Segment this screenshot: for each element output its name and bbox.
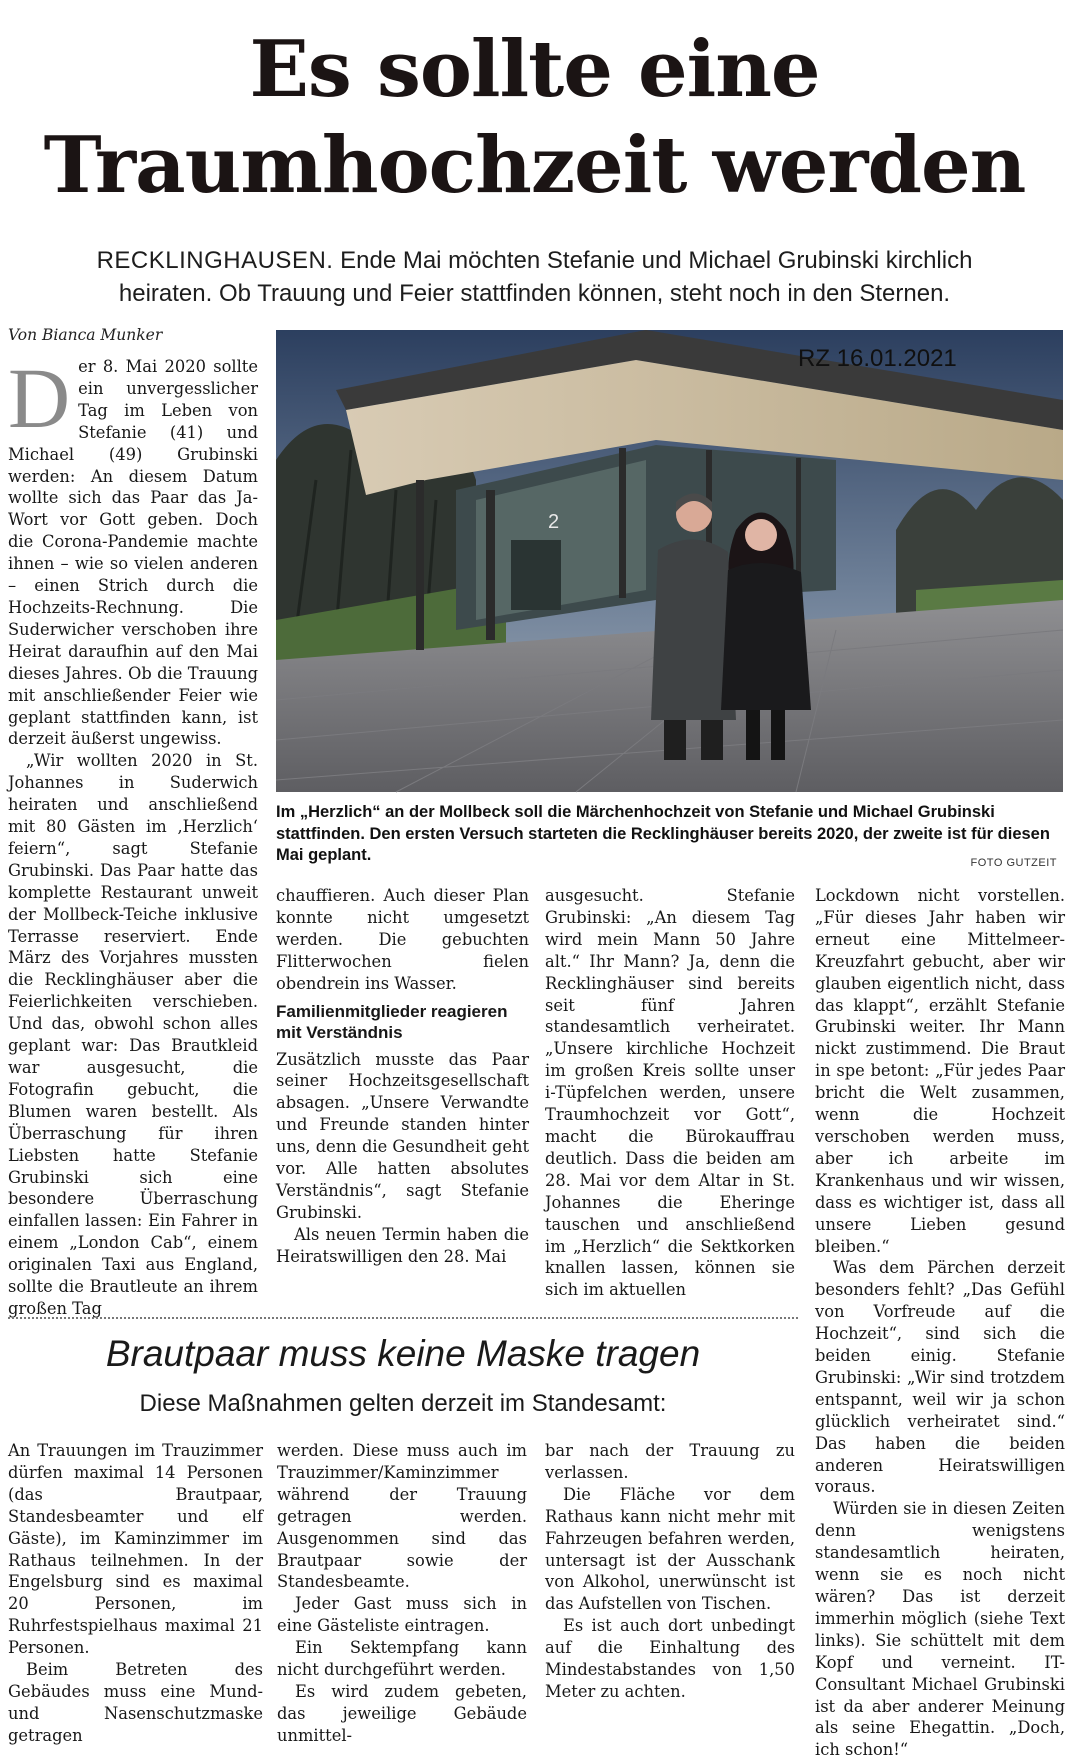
article-column-2	[276, 885, 529, 1285]
article-paragraph-5: Als neuen Termin haben die Heiratswilligen den 28. Mai	[276, 1224, 529, 1266]
photo-date-stamp: RZ 16.01.2021	[798, 345, 957, 372]
box-paragraph-4: Jeder Gast muss sich in eine Gästeliste eintragen.	[277, 1594, 527, 1636]
byline: Von Bianca Munker	[8, 326, 163, 344]
box-column-3	[545, 1440, 795, 1710]
lead	[20, 244, 1049, 310]
section-divider	[8, 1317, 798, 1319]
box-subtitle: Diese Maßnahmen gelten derzeit im Standesamt:	[139, 1390, 667, 1417]
box-paragraph-6: Es wird zudem gebeten, das jeweilige Gebäude unmittel-	[277, 1681, 527, 1745]
lead-line-2: heiraten. Ob Trauung und Feier stattfinden können, steht noch in den Sternen.	[118, 280, 951, 307]
article-paragraph-4: Zusätzlich musste das Paar seiner Hochzeitsgesellschaft absagen. „Unsere Verwandte und Freunde standen hinter uns, denn die Gesundheit geht vor. Alle hatten absolutes Verständnis“, sagt Stefanie Grubinski.	[276, 1049, 529, 1222]
article-paragraph-7: Lockdown nicht vorstellen. „Für dieses Jahr haben wir erneut eine Mittelmeer-Kreuzfahrt gebucht, aber wir glauben eigentlich nicht, dass das klappt“, erzählt Stefanie Grubinski weiter. Ihr Mann nickt zustimmend. Die Braut in spe betont: „Für jedes Paar bricht die Welt zusammen, wenn die Hochzeit verschoben werden muss, aber ich arbeite im Krankenhaus und wir wissen, dass es wichtiger ist, dass all unsere Lieben gesund bleiben.“	[815, 886, 1065, 1256]
article-column-1	[8, 350, 258, 1318]
box-paragraph-9: Es ist auch dort unbedingt auf die Einhaltung des Mindestabstandes von 1,50 Meter zu achten.	[545, 1616, 795, 1701]
article-subhead: Familienmitglieder reagieren mit Verständnis	[276, 1001, 508, 1042]
box-paragraph-2: Beim Betreten des Gebäudes muss eine Mund- und Nasenschutzmaske getragen	[8, 1660, 263, 1745]
box-column-2	[277, 1440, 527, 1745]
article-paragraph-2: „Wir wollten 2020 in St. Johannes in Suderwich heiraten und anschließend mit 80 Gästen im ‚Herzlich‘ feiern“, sagt Stefanie Grubinski. Das Paar hatte das komplette Restaurant unweit der Mollbeck-Teiche inklusive Terrasse reserviert. Ende März des Vorjahres mussten die Recklinghäuser aber die Feierlichkeiten verschieben. Und das, obwohl schon alles geplant war: Das Brautkleid war ausgesucht, die Fotografin gebucht, die Blumen waren bestellt. Als Überraschung für ihren Liebsten hatte Stefanie Grubinski sich eine besondere Überraschung einfallen lassen: Ein Fahrer in einem „London Cab“, einem originalen Taxi aus England, sollte die Brautleute an ihrem großen Tag	[8, 751, 258, 1318]
box-paragraph-5: Ein Sektempfang kann nicht durchgeführt werden.	[277, 1638, 527, 1680]
headline	[0, 22, 1069, 214]
box-paragraph-8: Die Fläche vor dem Rathaus kann nicht mehr mit Fahrzeugen befahren werden, untersagt ist der Ausschank von Alkohol, unerwünscht ist das Aufstellen von Tischen.	[545, 1484, 795, 1614]
article-column-3	[545, 885, 795, 1300]
box-paragraph-3: werden. Diese muss auch im Trauzimmer/Kaminzimmer während der Trauung getragen werden. Ausgenommen sind das Brautpaar sowie der Standesbeamte.	[277, 1441, 527, 1592]
box-paragraph-1: An Trauungen im Trauzimmer dürfen maximal 14 Personen (das Brautpaar, Standesbeamter und elf Gäste), im Kaminzimmer im Rathaus teilnehmen. In der Engelsburg sind es maximal 20 Personen, im Ruhrfestspielhaus maximal 21 Personen.	[8, 1441, 263, 1658]
paragraph-1-text: er 8. Mai 2020 sollte ein unvergesslicher Tag im Leben von Stefanie (41) und Michael (49) Grubinski werden: An diesem Datum wollte sich das Paar das Ja-Wort vor Gott geben. Doch die Corona-Pandemie machte ihnen – wie so vielen anderen – einen Strich durch die Hochzeits-Rechnung. Die Suderwicher verschoben ihre Heirat daraufhin auf den Mai dieses Jahres. Ob die Trauung mit anschließender Feier wie geplant stattfinden kann, ist derzeit äußerst ungewiss.	[8, 357, 258, 749]
box-title: Brautpaar muss keine Maske tragen	[105, 1333, 701, 1374]
photo-caption: Im „Herzlich“ an der Mollbeck soll die Märchenhochzeit von Stefanie und Michael Grubinski stattfinden. Den ersten Versuch starteten die Recklinghäuser bereits 2020, der zweite ist für diesen Mai geplant.	[276, 803, 1050, 864]
lead-location: RECKLINGHAUSEN.	[96, 247, 334, 274]
article-column-4	[815, 885, 1065, 1760]
article-paragraph-3: chauffieren. Auch dieser Plan konnte nicht umgesetzt werden. Die gebuchten Flitterwochen fielen obendrein ins Wasser.	[276, 886, 529, 993]
article-photo	[276, 330, 1063, 792]
article-paragraph-8: Was dem Pärchen derzeit besonders fehlt? „Das Gefühl von Vorfreude auf die Hochzeit“, sind sich die beiden einig. Stefanie Grubinski: „Wir sind trotzdem entspannt, weil wir ja schon glücklich verheiratet sind.“ Das haben die beiden anderen Heiratswilligen voraus.	[815, 1258, 1065, 1497]
photo-illustration	[276, 330, 1063, 792]
lead-line-1	[20, 244, 1049, 277]
photo-credit: FOTO GUTZEIT	[970, 857, 1057, 869]
headline-line-1: Es sollte eine	[249, 24, 820, 115]
dropcap: D	[8, 350, 71, 446]
article-paragraph-9: Würden sie in diesen Zeiten denn wenigstens standesamtlich heiraten, wenn sie es noch nicht wären? Das ist derzeit immerhin möglich (siehe Text links). Sie schüttelt mit dem Kopf und verneint. IT-Consultant Michael Grubinski ist da aber anderer Meinung als seine Ehegattin. „Doch, ich schon!“	[815, 1499, 1065, 1760]
lead-text-1: Ende Mai möchten Stefanie und Michael Grubinski kirchlich	[340, 247, 973, 274]
box-paragraph-7: bar nach der Trauung zu verlassen.	[545, 1441, 795, 1482]
sign-number: 2	[548, 511, 560, 533]
headline-line-2: Traumhochzeit werden	[43, 120, 1026, 211]
box-column-1	[8, 1440, 263, 1745]
article-paragraph-6: ausgesucht. Stefanie Grubinski: „An diesem Tag wird mein Mann 50 Jahre alt.“ Ihr Mann? Ja, denn die Recklinghäuser sind bereits seit fünf Jahren standesamtlich verheiratet. „Unsere kirchliche Hochzeit im großen Kreis sollte unser i-Tüpfelchen werden, unsere Traumhochzeit vor Gott“, macht die Bürokauffrau deutlich. Dass die beiden am 28. Mai vor dem Altar in St. Johannes die Eheringe tauschen und anschließend im „Herzlich“ die Sektkorken knallen lassen, können sie sich im aktuellen	[545, 886, 795, 1300]
article-paragraph-1	[8, 350, 258, 750]
